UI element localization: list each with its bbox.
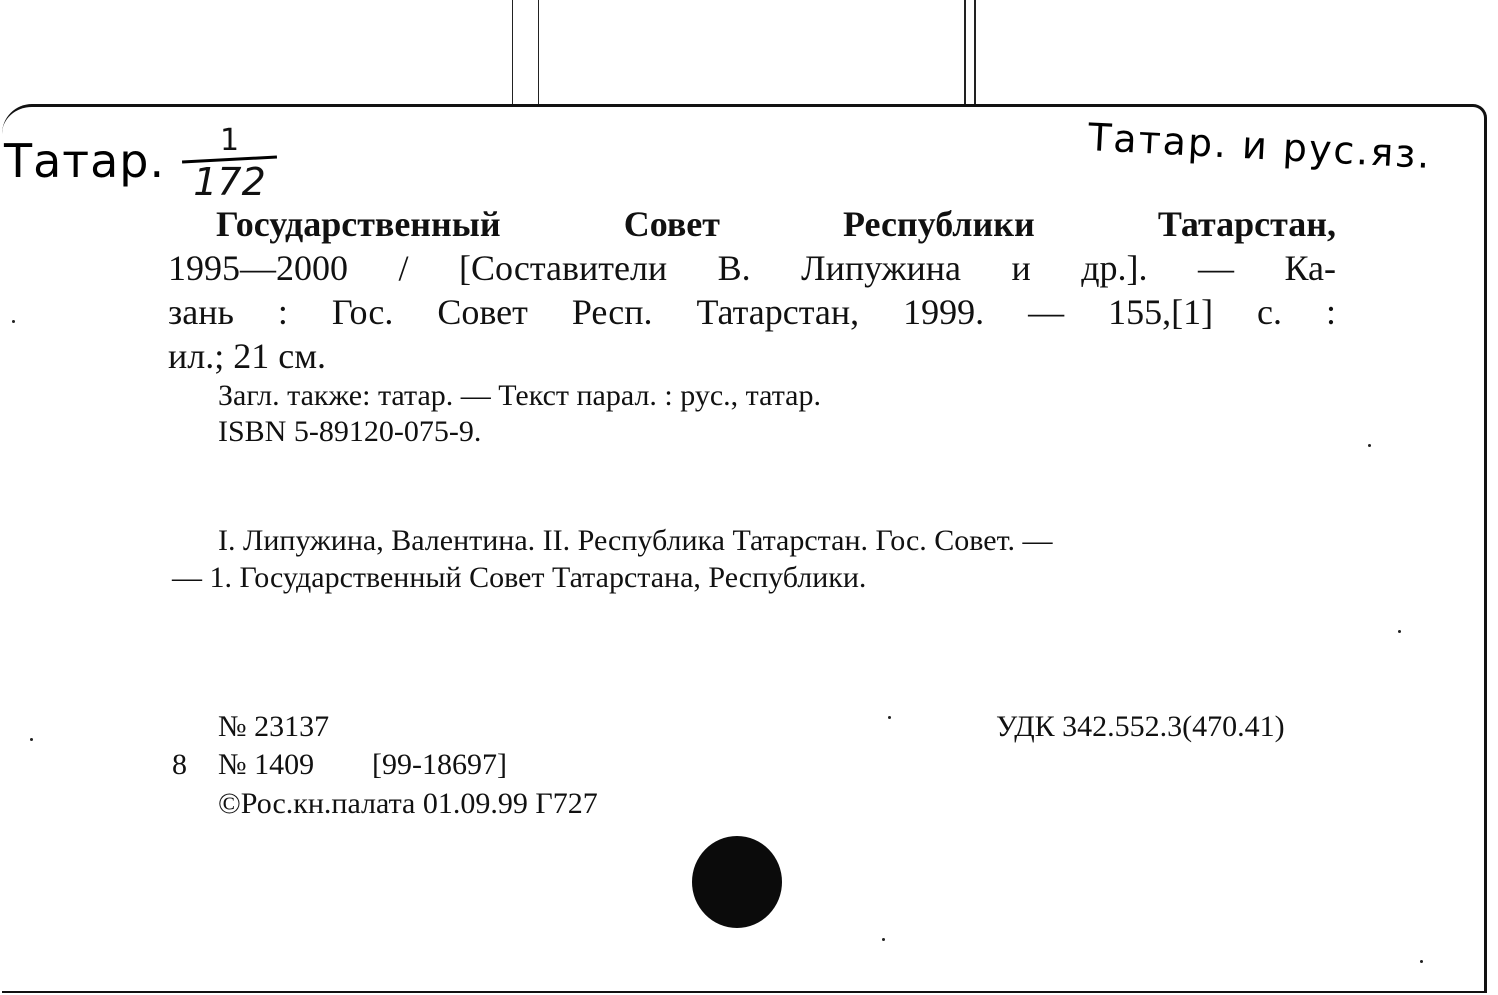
scan-artifact (512, 0, 513, 104)
speck (888, 716, 891, 719)
handwritten-shelf-fraction (182, 123, 277, 204)
order-number: [99-18697] (372, 748, 507, 781)
registration-number: № 23137 (218, 710, 330, 743)
handwritten-language-note: Татар. и рус.яз. (1087, 115, 1433, 177)
bibliographic-entry (168, 202, 1336, 378)
title-note: Загл. также: татар. — Текст парал. : рус., татар. (218, 379, 821, 412)
punch-hole (692, 836, 782, 928)
isbn: ISBN 5-89120-075-9. (218, 415, 482, 448)
speck (1420, 960, 1423, 963)
speck (12, 320, 15, 323)
entry-line-3: зань : Гос. Совет Респ. Татарстан, 1999. — 155,[1] с. : (168, 292, 1336, 332)
card-number: № 1409 (218, 748, 315, 781)
scan-artifact (538, 0, 539, 104)
speck (882, 938, 885, 941)
speck (30, 738, 33, 741)
entry-title: Государственный Совет Республики Татарстан, (216, 204, 1336, 244)
speck (1398, 630, 1401, 633)
card-prefix: 8 (172, 748, 187, 781)
tracing-line-2: — 1. Государственный Совет Татарстана, Республики. (172, 561, 867, 594)
fraction-denominator: 172 (193, 160, 266, 204)
entry-line-4: ил.; 21 см. (168, 336, 326, 376)
speck (1368, 444, 1371, 447)
scan-artifact (964, 0, 966, 104)
copyright-line: ©Рос.кн.палата 01.09.99 Г727 (218, 787, 598, 820)
tracing-line-1: I. Липужина, Валентина. II. Республика Татарстан. Гос. Совет. — (218, 524, 1053, 557)
udc-code: УДК 342.552.3(470.41) (996, 710, 1285, 743)
entry-line-2: 1995—2000 / [Составители В. Липужина и др.]. — Ка- (168, 248, 1336, 288)
fraction-numerator: 1 (219, 123, 240, 158)
handwritten-section-label: Татар. (4, 134, 166, 188)
scan-artifact (974, 0, 976, 104)
